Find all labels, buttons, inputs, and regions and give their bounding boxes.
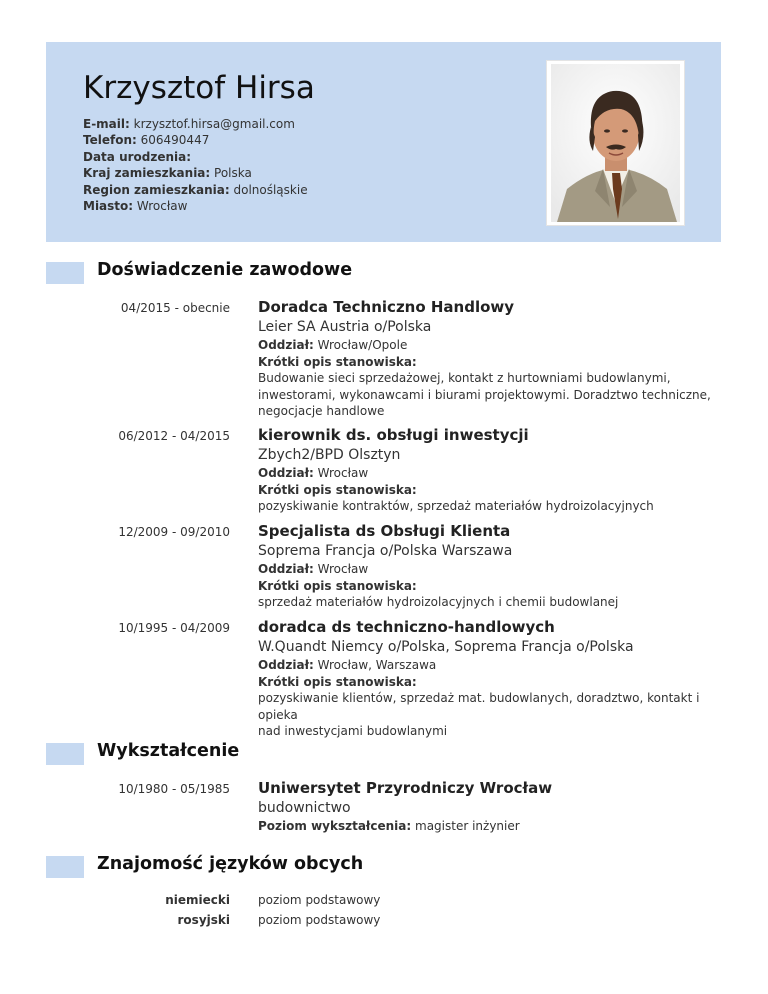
entry-company: Zbych2/BPD Olsztyn — [258, 447, 401, 463]
language-row — [0, 893, 768, 913]
contact-region: Region zamieszkania: dolnośląskie — [83, 182, 308, 197]
language-name: rosyjski — [177, 913, 230, 927]
language-row — [0, 913, 768, 933]
entry-date: 10/1995 - 04/2009 — [118, 621, 230, 635]
language-level: poziom podstawowy — [258, 913, 381, 927]
section-marker — [46, 743, 84, 765]
entry-company: Soprema Francja o/Polska Warszawa — [258, 543, 513, 559]
entry-field: budownictwo — [258, 800, 351, 816]
entry-desc-label: Krótki opis stanowiska: — [258, 578, 417, 593]
entry-company: Leier SA Austria o/Polska — [258, 319, 432, 335]
section-marker — [46, 262, 84, 284]
entry-desc-label: Krótki opis stanowiska: — [258, 674, 417, 689]
entry-position: Specjalista ds Obsługi Klienta — [258, 522, 511, 540]
entry-position: Doradca Techniczno Handlowy — [258, 298, 515, 316]
entry-date: 04/2015 - obecnie — [120, 301, 230, 315]
section-marker — [46, 856, 84, 878]
entry-desc-line: pozyskiwanie kontraktów, sprzedaż materiałów hydroizolacyjnych — [258, 499, 654, 513]
entry-desc-line: sprzedaż materiałów hydroizolacyjnych i chemii budowlanej — [258, 595, 619, 609]
entry-company: W.Quandt Niemcy o/Polska, Soprema Francja o/Polska — [258, 639, 634, 655]
language-level: poziom podstawowy — [258, 893, 381, 907]
contact-phone: Telefon: 606490447 — [83, 133, 210, 148]
entry-position: doradca ds techniczno-handlowych — [258, 618, 555, 636]
entry-department: Oddział: Wrocław/Opole — [258, 338, 408, 352]
section-title: Wykształcenie — [97, 741, 240, 761]
contact-birthdate: Data urodzenia: — [83, 149, 192, 164]
contact-city: Miasto: Wrocław — [83, 199, 188, 214]
contact-email: E-mail: krzysztof.hirsa@gmail.com — [83, 117, 295, 131]
profile-photo — [546, 60, 685, 226]
email-link[interactable]: krzysztof.hirsa@gmail.com — [133, 117, 295, 131]
contact-country: Kraj zamieszkania: Polska — [83, 166, 252, 181]
entry-desc-label: Krótki opis stanowiska: — [258, 482, 417, 497]
entry-date: 06/2012 - 04/2015 — [118, 429, 230, 443]
contact-details — [83, 116, 308, 214]
entry-desc-line: Budowanie sieci sprzedażowej, kontakt z hurtowniami budowlanymi, — [258, 371, 671, 385]
entry-desc-line: pozyskiwanie klientów, sprzedaż mat. budowlanych, doradztwo, kontakt i opieka — [258, 691, 700, 722]
entry-desc-line: inwestorami, wykonawcami i biurami projektowymi. Doradztwo techniczne, — [258, 387, 711, 402]
entry-department: Oddział: Wrocław, Warszawa — [258, 658, 437, 672]
section-title: Znajomość języków obcych — [97, 854, 364, 874]
entry-date: 12/2009 - 09/2010 — [118, 525, 230, 539]
entry-level: Poziom wykształcenia: magister inżynier — [258, 819, 520, 833]
entry-department: Oddział: Wrocław — [258, 562, 369, 576]
entry-school: Uniwersytet Przyrodniczy Wrocław — [258, 779, 553, 797]
person-name: Krzysztof Hirsa — [83, 70, 315, 106]
entry-department: Oddział: Wrocław — [258, 466, 369, 480]
cv-header — [46, 42, 721, 242]
section-title: Doświadczenie zawodowe — [97, 260, 353, 280]
entry-date: 10/1980 - 05/1985 — [118, 782, 230, 796]
entry-desc-line: negocjacje handlowe — [258, 404, 385, 418]
language-name: niemiecki — [165, 893, 230, 907]
entry-desc-label: Krótki opis stanowiska: — [258, 354, 417, 369]
entry-desc-line: nad inwestycjami budowlanymi — [258, 724, 448, 738]
entry-position: kierownik ds. obsługi inwestycji — [258, 426, 529, 444]
